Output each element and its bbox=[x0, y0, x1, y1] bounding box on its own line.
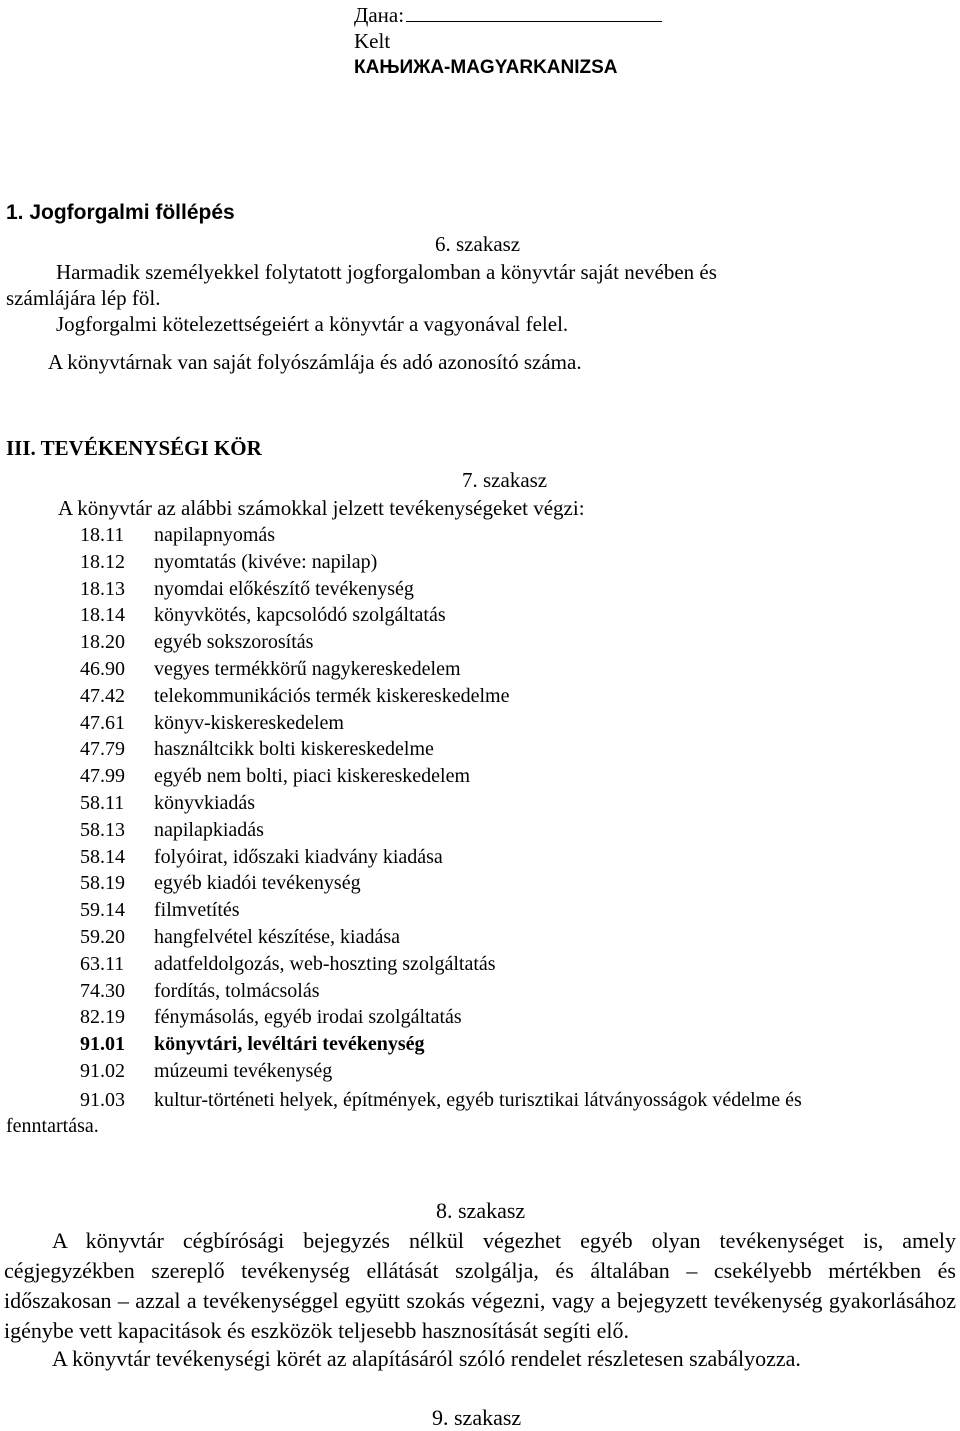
date-line bbox=[354, 2, 662, 28]
art6-line2: számlájára lép föl. bbox=[6, 286, 161, 310]
place-name: КАЊИЖА-MAGYARKANIZSA bbox=[354, 57, 618, 78]
art9-heading: 9. szakasz bbox=[432, 1405, 522, 1430]
list-item: 58.13 napilapkiadás bbox=[80, 818, 264, 841]
kelt-label: Kelt bbox=[354, 29, 391, 53]
list-item: 91.02 múzeumi tevékenység bbox=[80, 1059, 333, 1082]
last-text: kultur-történeti helyek, építmények, egyéb turisztikai látványosságok védelme és bbox=[154, 1089, 802, 1111]
section1-title: 1. Jogforgalmi föllépés bbox=[6, 201, 235, 224]
section3-title: III. TEVÉKENYSÉGI KÖR bbox=[6, 436, 262, 460]
list-item: 58.19 egyéb kiadói tevékenység bbox=[80, 872, 361, 895]
list-item: 58.11 könyvkiadás bbox=[80, 791, 256, 814]
last-text-continuation: fenntartása. bbox=[6, 1115, 99, 1137]
last-code: 91.03 bbox=[80, 1089, 125, 1111]
list-item: 82.19 fénymásolás, egyéb irodai szolgáltatás bbox=[80, 1006, 462, 1029]
activity-list bbox=[80, 522, 509, 1085]
list-item: 46.90 vegyes termékkörű nagykereskedelem bbox=[80, 657, 461, 680]
art6-line3: Jogforgalmi kötelezettségeiért a könyvtár a vagyonával felel. bbox=[56, 312, 569, 336]
art8-heading: 8. szakasz bbox=[436, 1198, 526, 1223]
list-item-highlighted: 91.01 könyvtári, levéltári tevékenység bbox=[80, 1033, 425, 1056]
art8-paragraph2: A könyvtár tevékenységi körét az alapításáról szóló rendelet részletesen szabályozza. bbox=[52, 1346, 801, 1371]
list-item: 74.30 fordítás, tolmácsolás bbox=[80, 979, 320, 1002]
art6-heading: 6. szakasz bbox=[435, 232, 521, 256]
art7-intro: A könyvtár az alábbi számokkal jelzett tevékenységeket végzi: bbox=[58, 496, 585, 520]
list-item: 47.61 könyv-kiskereskedelem bbox=[80, 711, 344, 734]
art6-line1: Harmadik személyekkel folytatott jogforgalomban a könyvtár saját nevében és bbox=[56, 260, 717, 284]
art7-heading: 7. szakasz bbox=[462, 468, 548, 492]
list-item: 18.11 napilapnyomás bbox=[80, 524, 276, 546]
list-item: 47.42 telekommunikációs termék kiskereskedelme bbox=[80, 684, 510, 707]
list-item: 59.14 filmvetítés bbox=[80, 899, 240, 922]
date-label: Дана: bbox=[354, 3, 405, 27]
art6-line4: A könyvtárnak van saját folyószámlája és adó azonosító száma. bbox=[48, 350, 582, 374]
list-item: 59.20 hangfelvétel készítése, kiadása bbox=[80, 925, 400, 948]
list-item: 63.11 adatfeldolgozás, web-hoszting szolgáltatás bbox=[80, 952, 496, 975]
list-item: 47.79 használtcikk bolti kiskereskedelme bbox=[80, 738, 434, 761]
list-item: 18.12 nyomtatás (kivéve: napilap) bbox=[80, 550, 378, 573]
list-item: 47.99 egyéb nem bolti, piaci kiskereskedelem bbox=[80, 765, 471, 788]
list-item-last bbox=[80, 1087, 802, 1113]
list-item: 58.14 folyóirat, időszaki kiadvány kiadása bbox=[80, 845, 443, 868]
art8-paragraph1: A könyvtár cégbírósági bejegyzés nélkül végezhet egyéb olyan tevékenységet is, amely cégjegyzékben szereplő tevékenység ellátását szolgálja, és általában – csekélyebb mértékben és időszakosan – azzal a tevékenységgel együtt szokás végezni, vagy a bejegyzett tevékenység gyakorlásához igénybe vett kapacitások és eszközök teljesebb hasznosítását segíti elő. bbox=[4, 1228, 956, 1343]
date-blank bbox=[406, 3, 662, 22]
list-item: 18.20 egyéb sokszorosítás bbox=[80, 631, 314, 654]
list-item: 18.14 könyvkötés, kapcsolódó szolgáltatás bbox=[80, 604, 446, 627]
list-item: 18.13 nyomdai előkészítő tevékenység bbox=[80, 577, 414, 600]
